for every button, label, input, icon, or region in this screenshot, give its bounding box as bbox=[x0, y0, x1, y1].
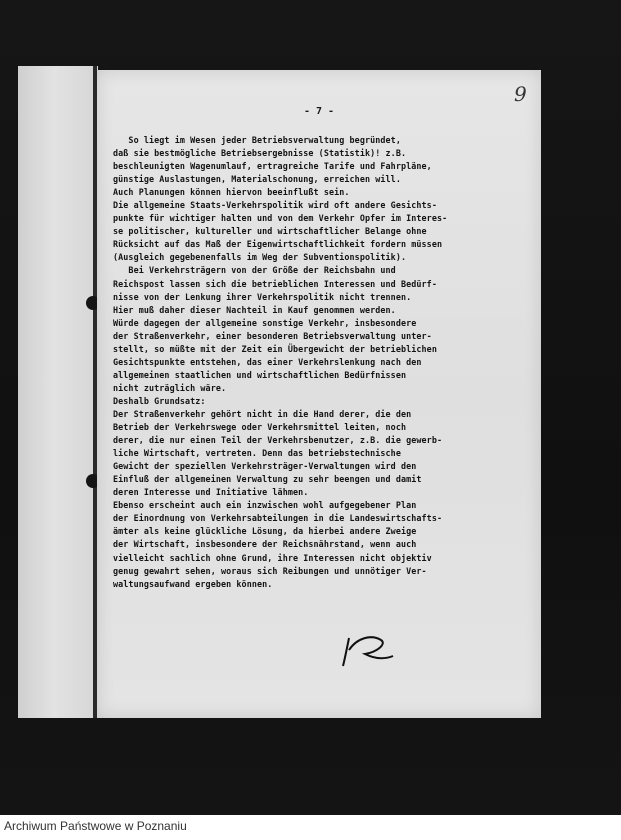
text-line: Gesichtspunkte entstehen, das einer Verkehrslenkung nach den bbox=[113, 356, 422, 367]
handwritten-initial bbox=[337, 630, 397, 670]
text-line: deren Interesse und Initiative lähmen. bbox=[113, 487, 309, 498]
text-line: Gewicht der speziellen Verkehrsträger-Verwaltungen wird den bbox=[113, 461, 417, 472]
text-line: nisse von der Lenkung ihrer Verkehrspolitik nicht trennen. bbox=[113, 291, 412, 302]
text-line: günstige Auslastungen, Materialschonung, erreichen will. bbox=[113, 174, 401, 185]
text-line: (Ausgleich gegebenenfalls im Weg der Subventionspolitik). bbox=[113, 252, 407, 263]
text-line: waltungsaufwand ergeben können. bbox=[113, 578, 273, 589]
archive-footer bbox=[0, 815, 621, 840]
text-line: Bei Verkehrsträgern von der Größe der Reichsbahn und bbox=[113, 265, 396, 276]
text-line: Rücksicht auf das Maß der Eigenwirtschaftlichkeit fordern müssen bbox=[113, 239, 443, 250]
folio-number: 9 bbox=[514, 82, 527, 106]
text-line: Hier muß daher dieser Nachteil in Kauf genommen werden. bbox=[113, 304, 396, 315]
binder-edge bbox=[18, 66, 98, 718]
text-line: stellt, so müßte mit der Zeit ein Übergewicht der betrieblichen bbox=[113, 343, 437, 354]
text-line: Reichspost lassen sich die betrieblichen Interessen und Bedürf- bbox=[113, 278, 437, 289]
text-line: se politischer, kultureller und wirtschaftlicher Belange ohne bbox=[113, 226, 427, 237]
text-line: beschleunigten Wagenumlauf, ertragreiche Tarife und Fahrpläne, bbox=[113, 161, 432, 172]
text-line: der Wirtschaft, insbesondere der Reichsnährstand, wenn auch bbox=[113, 539, 417, 550]
text-line: liche Wirtschaft, vertreten. Denn das betriebstechnische bbox=[113, 448, 401, 459]
archive-name: Archiwum Państwowe w Poznaniu bbox=[4, 819, 187, 833]
text-line: Betrieb der Verkehrswege oder Verkehrsmittel leiten, noch bbox=[113, 422, 407, 433]
text-line: nicht zuträglich wäre. bbox=[113, 382, 227, 393]
text-line: Der Straßenverkehr gehört nicht in die Hand derer, die den bbox=[113, 408, 412, 419]
text-line: derer, die nur einen Teil der Verkehrsbenutzer, z.B. die gewerb- bbox=[113, 435, 443, 446]
text-line: vielleicht sachlich ohne Grund, ihre Interessen nicht objektiv bbox=[113, 552, 432, 563]
text-line: punkte für wichtiger halten und von dem Verkehr Opfer im Interes- bbox=[113, 213, 448, 224]
text-line: So liegt im Wesen jeder Betriebsverwaltung begründet, bbox=[113, 135, 401, 145]
text-line: der Einordnung von Verkehrsabteilungen in die Landeswirtschafts- bbox=[113, 513, 443, 524]
text-line: Die allgemeine Staats-Verkehrspolitik wird oft andere Gesichts- bbox=[113, 200, 437, 211]
page-number: - 7 - bbox=[303, 106, 335, 117]
text-line: der Straßenverkehr, einer besonderen Betriebsverwaltung unter- bbox=[113, 330, 432, 341]
text-line: Ebenso erscheint auch ein inzwischen wohl aufgegebener Plan bbox=[113, 500, 417, 511]
text-line: Deshalb Grundsatz: bbox=[113, 395, 206, 406]
text-line: genug gewahrt sehen, woraus sich Reibungen und unnötiger Ver- bbox=[113, 565, 427, 576]
text-line: daß sie bestmögliche Betriebsergebnisse (Statistik)! z.B. bbox=[113, 148, 407, 159]
document-body bbox=[113, 134, 543, 591]
text-line: Auch Planungen können hiervon beeinflußt sein. bbox=[113, 187, 350, 198]
text-line: allgemeinen staatlichen und wirtschaftlichen Bedürfnissen bbox=[113, 369, 407, 380]
text-line: Einfluß der allgemeinen Verwaltung zu sehr beengen und damit bbox=[113, 474, 422, 485]
document-page bbox=[97, 70, 541, 718]
text-line: ämter als keine glückliche Lösung, da hierbei andere Zweige bbox=[113, 526, 417, 537]
text-line: Würde dagegen der allgemeine sonstige Verkehr, insbesondere bbox=[113, 317, 417, 328]
